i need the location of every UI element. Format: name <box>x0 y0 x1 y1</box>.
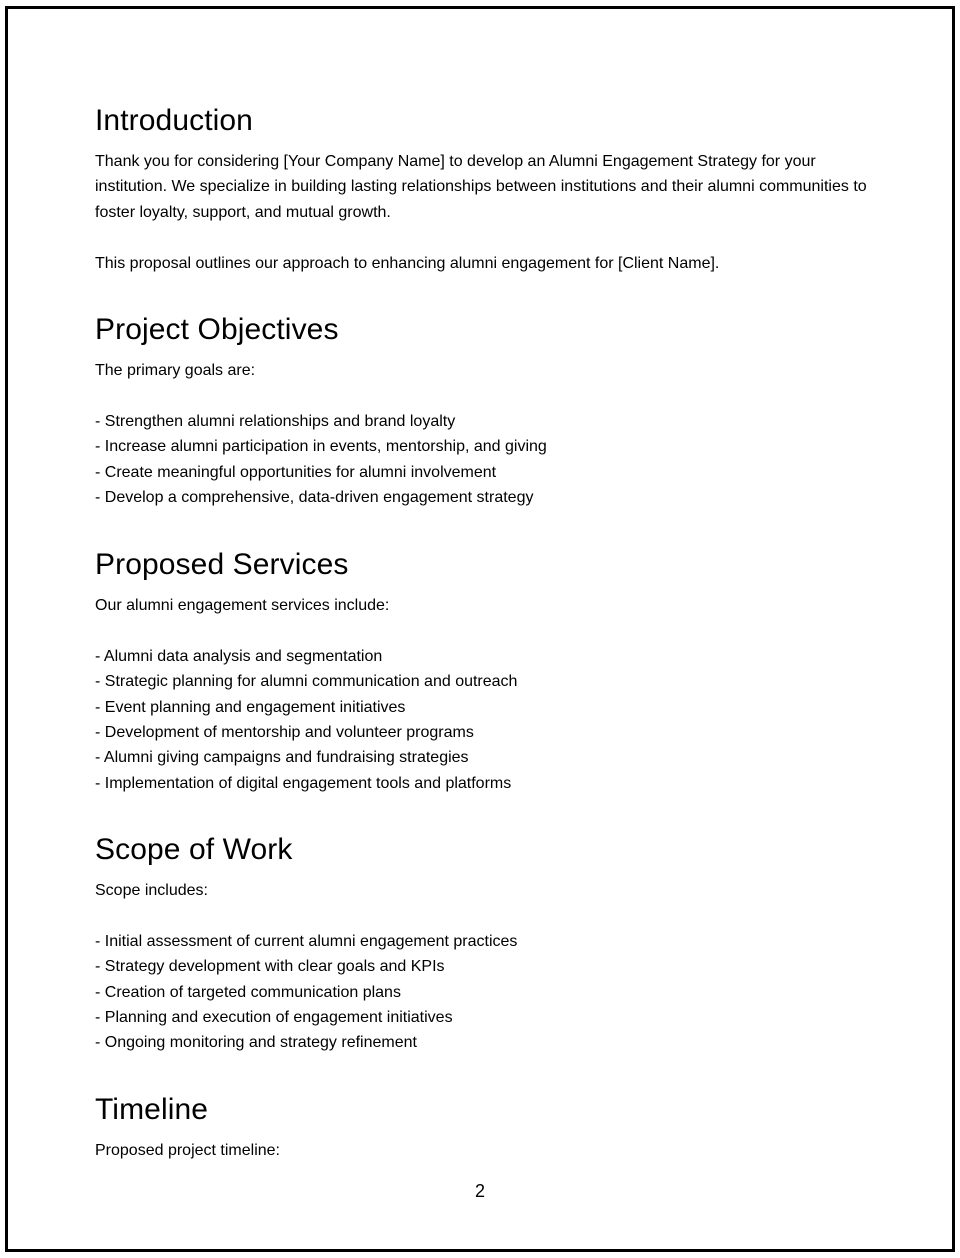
objectives-list <box>95 409 875 511</box>
introduction-paragraph-1: Thank you for considering [Your Company Name] to develop an Alumni Engagement Strategy for your institution. We specialize in building lasting relationships between institutions and their alumni communities to foster loyalty, support, and mutual growth. <box>95 153 867 221</box>
objectives-section <box>95 312 875 510</box>
list-item: - Event planning and engagement initiatives <box>95 698 406 716</box>
services-heading: Proposed Services <box>95 548 349 581</box>
list-item: - Creation of targeted communication plans <box>95 983 401 1001</box>
introduction-section <box>95 103 875 276</box>
list-item: - Planning and execution of engagement initiatives <box>95 1009 453 1027</box>
list-item: - Alumni data analysis and segmentation <box>95 647 383 665</box>
timeline-section <box>95 1092 875 1163</box>
scope-list <box>95 929 875 1056</box>
list-item: - Ongoing monitoring and strategy refinement <box>95 1034 417 1052</box>
objectives-heading: Project Objectives <box>95 313 339 346</box>
list-item: - Alumni giving campaigns and fundraising strategies <box>95 749 469 767</box>
timeline-heading: Timeline <box>95 1093 209 1126</box>
list-item: - Strategy development with clear goals and KPIs <box>95 958 445 976</box>
services-section <box>95 547 875 796</box>
list-item: - Strategic planning for alumni communication and outreach <box>95 673 518 691</box>
list-item: - Increase alumni participation in events, mentorship, and giving <box>95 438 547 456</box>
services-intro: Our alumni engagement services include: <box>95 597 390 614</box>
list-item: - Create meaningful opportunities for alumni involvement <box>95 463 497 481</box>
scope-section <box>95 832 875 1056</box>
timeline-intro: Proposed project timeline: <box>95 1142 280 1159</box>
list-item: - Initial assessment of current alumni engagement practices <box>95 932 518 950</box>
objectives-intro: The primary goals are: <box>95 362 256 379</box>
introduction-heading: Introduction <box>95 104 253 137</box>
list-item: - Implementation of digital engagement tools and platforms <box>95 774 512 792</box>
introduction-paragraph-2: This proposal outlines our approach to enhancing alumni engagement for [Client Name]. <box>95 254 720 272</box>
list-item: - Develop a comprehensive, data-driven engagement strategy <box>95 489 534 507</box>
document-page <box>5 6 955 1252</box>
scope-heading: Scope of Work <box>95 833 293 866</box>
scope-intro: Scope includes: <box>95 882 208 899</box>
list-item: - Strengthen alumni relationships and brand loyalty <box>95 412 456 430</box>
list-item: - Development of mentorship and volunteer programs <box>95 724 474 742</box>
page-number: 2 <box>474 1181 485 1201</box>
services-list <box>95 644 875 796</box>
